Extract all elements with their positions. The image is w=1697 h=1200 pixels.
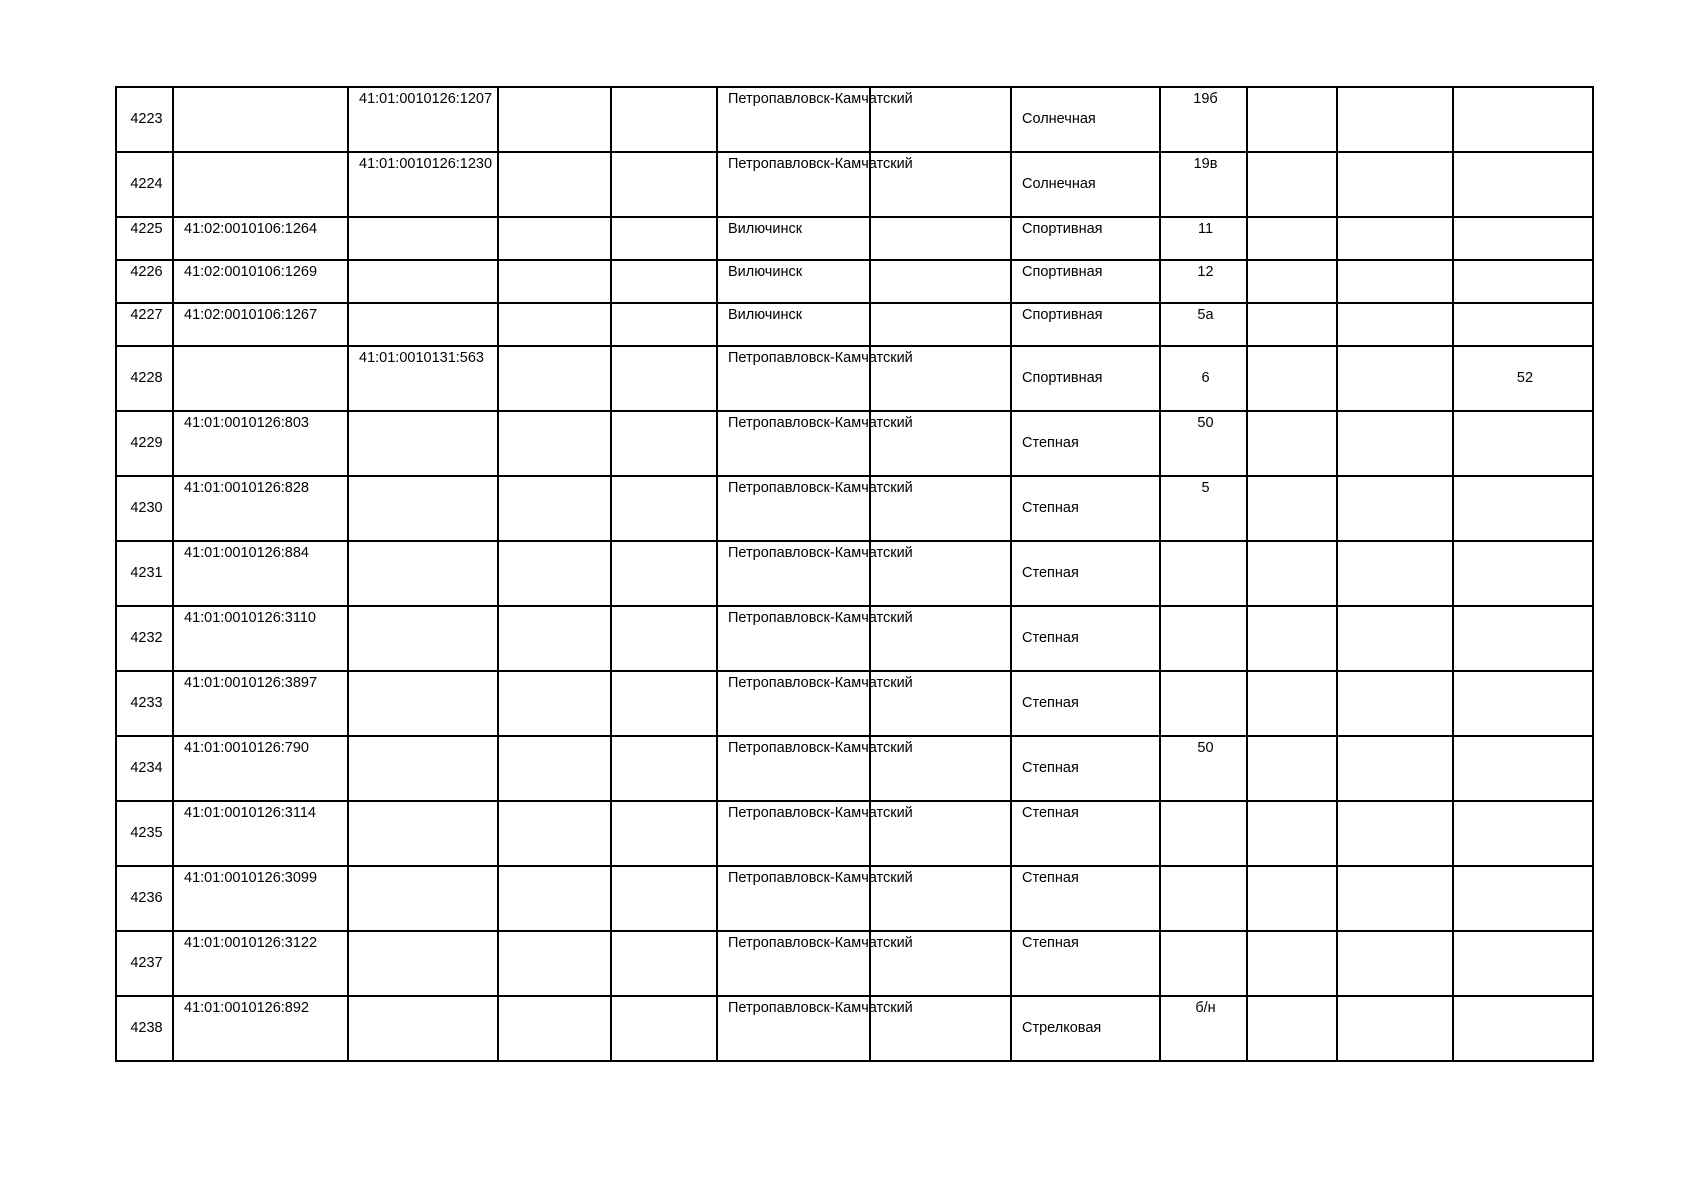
empty-cell — [611, 476, 717, 541]
row-number: 4227 — [116, 303, 173, 346]
previous-cadastral-number — [348, 996, 498, 1061]
cadastral-number — [173, 346, 348, 411]
empty-cell — [1247, 217, 1337, 260]
locality: Петропавловск-Камчатский — [717, 411, 870, 476]
table-row — [116, 931, 1593, 996]
empty-cell — [611, 606, 717, 671]
house-number — [1160, 866, 1247, 931]
register-body — [116, 87, 1593, 1061]
empty-cell — [498, 671, 611, 736]
row-number: 4224 — [116, 152, 173, 217]
empty-cell — [611, 801, 717, 866]
flat-number — [1453, 411, 1593, 476]
empty-cell — [1337, 996, 1453, 1061]
empty-cell — [1337, 801, 1453, 866]
empty-cell — [611, 931, 717, 996]
flat-number — [1453, 303, 1593, 346]
house-number — [1160, 541, 1247, 606]
locality: Петропавловск-Камчатский — [717, 931, 870, 996]
locality: Петропавловск-Камчатский — [717, 996, 870, 1061]
flat-number — [1453, 217, 1593, 260]
locality: Петропавловск-Камчатский — [717, 87, 870, 152]
previous-cadastral-number — [348, 411, 498, 476]
street: Степная — [1011, 411, 1160, 476]
house-number: 5а — [1160, 303, 1247, 346]
empty-cell — [498, 346, 611, 411]
empty-cell — [1247, 801, 1337, 866]
empty-cell — [1337, 866, 1453, 931]
street: Спортивная — [1011, 260, 1160, 303]
table-row — [116, 866, 1593, 931]
empty-cell — [1337, 736, 1453, 801]
row-number: 4230 — [116, 476, 173, 541]
street: Стрелковая — [1011, 996, 1160, 1061]
empty-cell — [611, 736, 717, 801]
empty-cell — [611, 866, 717, 931]
empty-cell — [611, 217, 717, 260]
cadastral-number — [173, 152, 348, 217]
locality: Петропавловск-Камчатский — [717, 866, 870, 931]
row-number: 4235 — [116, 801, 173, 866]
flat-number — [1453, 152, 1593, 217]
flat-number — [1453, 260, 1593, 303]
empty-cell — [611, 152, 717, 217]
street: Спортивная — [1011, 217, 1160, 260]
table-row — [116, 152, 1593, 217]
empty-cell — [1247, 411, 1337, 476]
street: Степная — [1011, 476, 1160, 541]
empty-cell — [611, 346, 717, 411]
empty-cell — [611, 87, 717, 152]
previous-cadastral-number — [348, 303, 498, 346]
empty-cell — [1337, 346, 1453, 411]
street: Спортивная — [1011, 303, 1160, 346]
empty-cell — [611, 996, 717, 1061]
empty-cell — [1337, 476, 1453, 541]
cadastral-number: 41:01:0010126:3099 — [173, 866, 348, 931]
cadastral-number: 41:01:0010126:3110 — [173, 606, 348, 671]
previous-cadastral-number — [348, 606, 498, 671]
locality: Петропавловск-Камчатский — [717, 801, 870, 866]
empty-cell — [1247, 152, 1337, 217]
house-number — [1160, 606, 1247, 671]
empty-cell — [1247, 303, 1337, 346]
house-number: 6 — [1160, 346, 1247, 411]
previous-cadastral-number — [348, 671, 498, 736]
flat-number — [1453, 736, 1593, 801]
empty-cell — [498, 411, 611, 476]
empty-cell — [498, 801, 611, 866]
row-number: 4229 — [116, 411, 173, 476]
street: Степная — [1011, 606, 1160, 671]
empty-cell — [870, 303, 1011, 346]
empty-cell — [498, 87, 611, 152]
table-row — [116, 541, 1593, 606]
empty-cell — [1247, 736, 1337, 801]
table-row — [116, 606, 1593, 671]
locality: Петропавловск-Камчатский — [717, 671, 870, 736]
row-number: 4233 — [116, 671, 173, 736]
row-number: 4236 — [116, 866, 173, 931]
street: Степная — [1011, 671, 1160, 736]
empty-cell — [1337, 541, 1453, 606]
house-number — [1160, 671, 1247, 736]
table-row — [116, 303, 1593, 346]
empty-cell — [498, 931, 611, 996]
flat-number — [1453, 476, 1593, 541]
cadastral-number: 41:01:0010126:3897 — [173, 671, 348, 736]
table-row — [116, 346, 1593, 411]
empty-cell — [1247, 931, 1337, 996]
empty-cell — [1247, 346, 1337, 411]
row-number: 4237 — [116, 931, 173, 996]
empty-cell — [1337, 152, 1453, 217]
cadastral-number: 41:02:0010106:1264 — [173, 217, 348, 260]
empty-cell — [1247, 996, 1337, 1061]
previous-cadastral-number: 41:01:0010126:1207 — [348, 87, 498, 152]
house-number: 50 — [1160, 736, 1247, 801]
empty-cell — [611, 671, 717, 736]
row-number: 4232 — [116, 606, 173, 671]
empty-cell — [870, 217, 1011, 260]
house-number: б/н — [1160, 996, 1247, 1061]
row-number: 4234 — [116, 736, 173, 801]
previous-cadastral-number — [348, 866, 498, 931]
cadastral-number — [173, 87, 348, 152]
locality: Вилючинск — [717, 217, 870, 260]
empty-cell — [611, 260, 717, 303]
empty-cell — [1337, 931, 1453, 996]
row-number: 4225 — [116, 217, 173, 260]
flat-number — [1453, 866, 1593, 931]
table-row — [116, 217, 1593, 260]
empty-cell — [1247, 671, 1337, 736]
row-number: 4223 — [116, 87, 173, 152]
house-number: 12 — [1160, 260, 1247, 303]
empty-cell — [498, 996, 611, 1061]
empty-cell — [611, 303, 717, 346]
house-number — [1160, 931, 1247, 996]
locality: Вилючинск — [717, 260, 870, 303]
house-number — [1160, 801, 1247, 866]
empty-cell — [1337, 606, 1453, 671]
empty-cell — [498, 152, 611, 217]
street: Солнечная — [1011, 87, 1160, 152]
flat-number — [1453, 931, 1593, 996]
street: Степная — [1011, 736, 1160, 801]
cadastral-number: 41:02:0010106:1267 — [173, 303, 348, 346]
house-number: 11 — [1160, 217, 1247, 260]
previous-cadastral-number — [348, 736, 498, 801]
empty-cell — [498, 736, 611, 801]
table-row — [116, 736, 1593, 801]
locality: Петропавловск-Камчатский — [717, 476, 870, 541]
table-row — [116, 801, 1593, 866]
street: Степная — [1011, 866, 1160, 931]
empty-cell — [498, 541, 611, 606]
cadastral-number: 41:01:0010126:3114 — [173, 801, 348, 866]
empty-cell — [498, 606, 611, 671]
previous-cadastral-number: 41:01:0010126:1230 — [348, 152, 498, 217]
empty-cell — [498, 217, 611, 260]
empty-cell — [1247, 476, 1337, 541]
row-number: 4228 — [116, 346, 173, 411]
previous-cadastral-number: 41:01:0010131:563 — [348, 346, 498, 411]
flat-number — [1453, 87, 1593, 152]
row-number: 4231 — [116, 541, 173, 606]
cadastral-number: 41:01:0010126:790 — [173, 736, 348, 801]
table-row — [116, 476, 1593, 541]
empty-cell — [1247, 606, 1337, 671]
table-row — [116, 996, 1593, 1061]
street: Степная — [1011, 801, 1160, 866]
locality: Петропавловск-Камчатский — [717, 541, 870, 606]
empty-cell — [498, 303, 611, 346]
empty-cell — [1337, 260, 1453, 303]
empty-cell — [1247, 541, 1337, 606]
empty-cell — [1337, 217, 1453, 260]
table-row — [116, 87, 1593, 152]
cadastral-number: 41:01:0010126:3122 — [173, 931, 348, 996]
flat-number — [1453, 671, 1593, 736]
table-row — [116, 671, 1593, 736]
house-number: 19в — [1160, 152, 1247, 217]
locality: Вилючинск — [717, 303, 870, 346]
house-number: 50 — [1160, 411, 1247, 476]
previous-cadastral-number — [348, 931, 498, 996]
locality: Петропавловск-Камчатский — [717, 606, 870, 671]
empty-cell — [611, 541, 717, 606]
locality: Петропавловск-Камчатский — [717, 346, 870, 411]
row-number: 4226 — [116, 260, 173, 303]
register-table — [115, 86, 1594, 1062]
previous-cadastral-number — [348, 260, 498, 303]
previous-cadastral-number — [348, 541, 498, 606]
flat-number — [1453, 606, 1593, 671]
empty-cell — [1247, 87, 1337, 152]
flat-number — [1453, 996, 1593, 1061]
table-row — [116, 411, 1593, 476]
flat-number: 52 — [1453, 346, 1593, 411]
cadastral-number: 41:02:0010106:1269 — [173, 260, 348, 303]
empty-cell — [1337, 87, 1453, 152]
empty-cell — [1337, 303, 1453, 346]
house-number: 19б — [1160, 87, 1247, 152]
street: Степная — [1011, 541, 1160, 606]
empty-cell — [1247, 260, 1337, 303]
empty-cell — [1337, 671, 1453, 736]
flat-number — [1453, 541, 1593, 606]
cadastral-number: 41:01:0010126:884 — [173, 541, 348, 606]
previous-cadastral-number — [348, 801, 498, 866]
cadastral-number: 41:01:0010126:803 — [173, 411, 348, 476]
row-number: 4238 — [116, 996, 173, 1061]
locality: Петропавловск-Камчатский — [717, 736, 870, 801]
street: Спортивная — [1011, 346, 1160, 411]
locality: Петропавловск-Камчатский — [717, 152, 870, 217]
previous-cadastral-number — [348, 476, 498, 541]
empty-cell — [611, 411, 717, 476]
cadastral-number: 41:01:0010126:892 — [173, 996, 348, 1061]
flat-number — [1453, 801, 1593, 866]
previous-cadastral-number — [348, 217, 498, 260]
table-row — [116, 260, 1593, 303]
empty-cell — [1337, 411, 1453, 476]
street: Солнечная — [1011, 152, 1160, 217]
street: Степная — [1011, 931, 1160, 996]
empty-cell — [870, 260, 1011, 303]
empty-cell — [498, 260, 611, 303]
empty-cell — [498, 476, 611, 541]
house-number: 5 — [1160, 476, 1247, 541]
empty-cell — [498, 866, 611, 931]
cadastral-number: 41:01:0010126:828 — [173, 476, 348, 541]
empty-cell — [1247, 866, 1337, 931]
